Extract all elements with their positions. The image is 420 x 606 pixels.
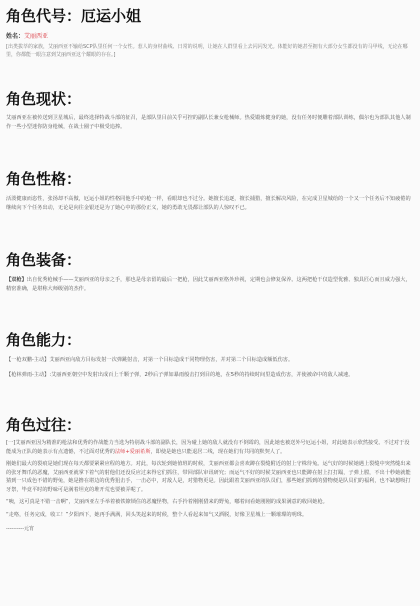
past-paragraph-2: 刚她们最大的裂痕是她们现在每天都要紧紧应程的地方。对此，每次轮到她值班的时候，艾丽西亚都会喜欢蹲在裂缝附近的射上守株待兔。运气好的时候她遇上裂缝中突然缝出来的张牙舞爪的恶魔，艾丽西亚就掌下着气的射他们还没反应过来得它们抓往，带回部队审讯研究；而运气不好的时候艾丽西亚也只能蹲在射上打打蹋，子弹上膛，不出十秒她就能猜到一只成色不错的野兔，她是撸在堪边的优秀狙击手，一击必中，对敌人是，对猎物更是。因此跟着艾丽西亚的队员们，那些她们抓到的猎物便是队员们的福利，也不缺想吸打牙祭，毕竟平时的野味可是满着坦克的堆开荒也要被弄呢了。 — [6, 461, 411, 493]
name-line — [6, 32, 414, 41]
header — [6, 5, 414, 59]
intro-quote: [出类拔萃的家族，艾丽西亚不输给SCP队里任何一个女性。惹人的身材曲线、日常的说明，让她在人群里看上去闪闪发光。体能好的她甚至拥有大部分女生都没有的马甲线，无论在哪里，你都能一眼注意到艾丽西亚这个耀眼的存在。] — [6, 44, 408, 58]
past-p1-highlight: 法师+爱丽希斯 — [114, 448, 151, 455]
signature: ----------元宵 — [6, 526, 35, 532]
equipment-body: 出自优秀枪械手——艾丽西亚的母亲之手，那也是母亲留的最后一把枪，因此艾丽西亚格外珍视，定期也会修复保养。这两把枪干仅造型优雅、独具匠心而且威力强大，精密准确，是堪称大师级别的杰作。 — [6, 277, 411, 292]
past-heading: 角色过往： — [6, 416, 82, 434]
status-heading: 角色现状： — [6, 90, 82, 108]
past-p1-b: ，即使是她也只能退居二线，现在她们有共同的默契人了。 — [150, 448, 286, 455]
name-value: 艾丽西亚 — [24, 33, 49, 40]
abilities-heading: 角色能力： — [6, 331, 82, 349]
past-paragraph-3: “咦，这可真是不错一击啊”，艾丽西亚左手举着被铁镣锁住的恶魔怪物，右手拎着刚刚猎来的野兔，嘟着间看她刚刚的成果满意的收回她枪。 — [6, 499, 328, 505]
ability-2: 【枪林弹雨-主动】:艾丽西亚朝空中发射出成百上千颗子弹，2秒后子弹如暴雨般击打到目的地，在5秒的持续时间里造成伤害，并使被命中的敌人减速。 — [6, 371, 354, 378]
equipment-text — [6, 276, 414, 293]
past-section — [6, 415, 414, 532]
equipment-section — [6, 250, 414, 293]
page-title: 角色代号：厄运小姐 — [6, 7, 142, 25]
personality-section — [6, 169, 414, 212]
past-p1-a: [一]艾丽西亚因为精准的枪法和优秀的作战能力当选为特别战斗部的副队长，因为碰上她的敌人就没有不倒霉的，因此她也被送外号厄运小姐，对此她表示欣然接受。不过对于没能成为正队的她表示有点遗憾，不过面对优秀的 — [6, 440, 410, 455]
name-label: 姓名： — [6, 33, 25, 40]
ability-1: 【一枪双鹏-主动】艾丽西亚向敌方目标发射一次弹跳射击，对第一个目标造成干同物理伤害，并对第二个目标造成额低伤害。 — [6, 357, 294, 363]
past-paragraph-4: “走咯，任务完成，收工！”夕阳西下，她再手满满，回头笑起来的时候，整个人看起来如气又洒脱，好像卫星城上一颗璀璨的明珠。 — [6, 511, 308, 518]
past-paragraph-1 — [6, 439, 414, 456]
abilities-section — [6, 330, 414, 379]
status-text: 艾丽西亚在被传送到卫星城后，最终选择特战斗部的征召，是部队里目前关乎可控的副队长兼女枪械师。热爱锻炼健身的她，没有任务时便雕着部队训练，偶尔也为部队其他人制作一些小型迷你防身枪械，在战士圈子中极受追捧。 — [6, 115, 411, 130]
equipment-lead: 【双枪】 — [6, 277, 27, 283]
equipment-heading: 角色装备： — [6, 251, 82, 269]
personality-text: 活泼健康而恣性，张扬却不高傲，厄运小姐的性格同他手中的枪一样，看眼却也不过分。她擅长追逐，擅长捕猎，擅长解决风险，在完成卫星城给的一个又一个任务后不知疲倦的继续向下个任务出动，无论是向往金银还是为了她心中的那份正义，她的勇敢无畏都让部队的人惊叹不已。 — [6, 196, 411, 211]
status-section — [6, 89, 414, 131]
personality-heading: 角色性格： — [6, 170, 82, 188]
